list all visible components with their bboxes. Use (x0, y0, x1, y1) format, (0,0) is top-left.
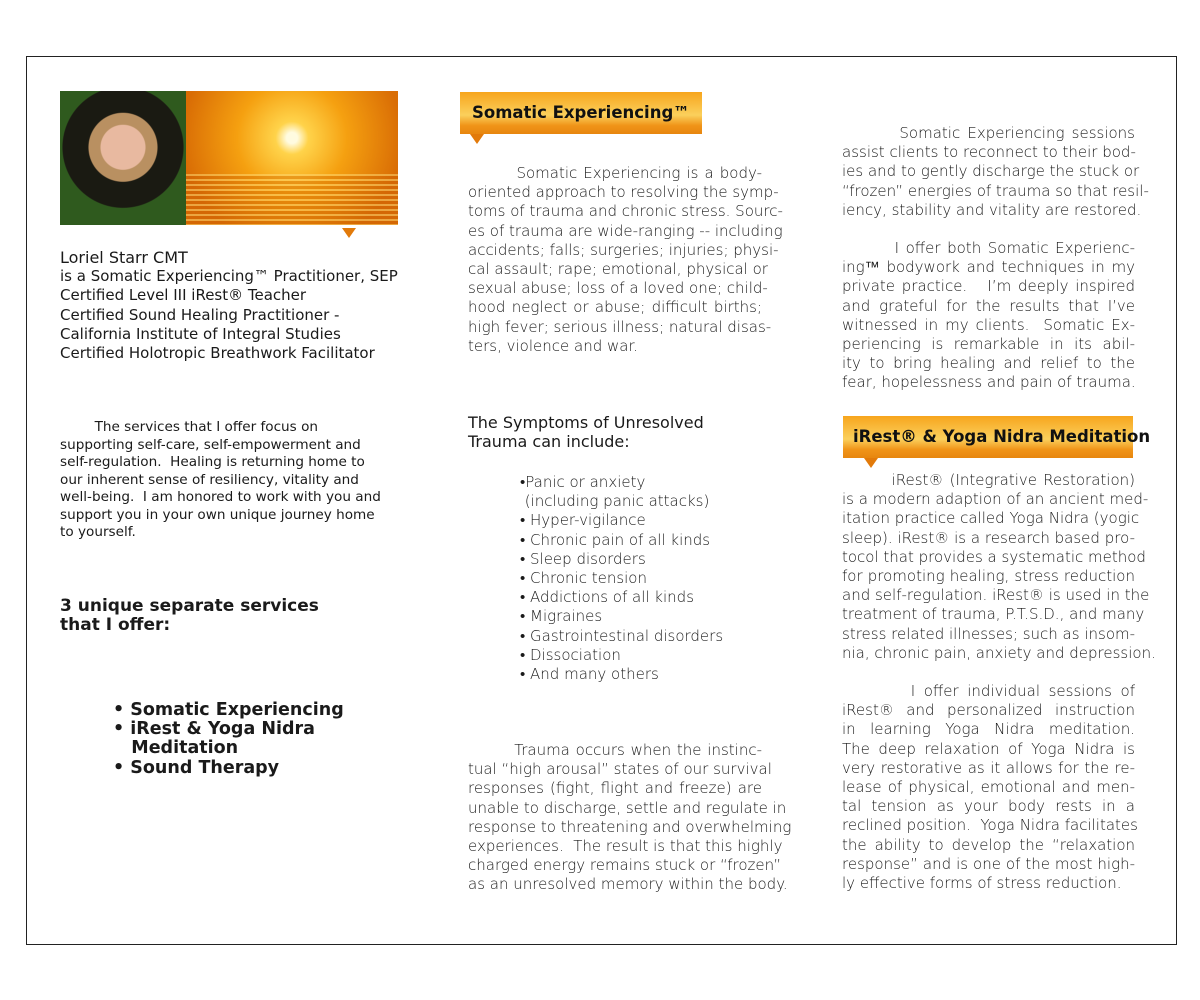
text-line: toms of trauma and chronic stress. Sourc- (468, 202, 783, 221)
practitioner-name: Loriel Starr CMT (60, 248, 188, 267)
text-line: responses (fight, flight and freeze) are (468, 779, 762, 798)
intro-paragraph (60, 419, 380, 542)
text-line: well-being. I am honored to work with you and (60, 489, 381, 505)
text-line: “frozen” energies of trauma so that resil- (842, 181, 1149, 200)
text-line: Certified Holotropic Breathwork Facilitator (60, 343, 375, 362)
text-line: hood neglect or abuse; difficult births; (468, 298, 762, 317)
text-line: • Somatic Experiencing (113, 700, 344, 720)
text-line: response to threatening and overwhelming (468, 817, 792, 836)
text-line: • Sleep disorders (520, 549, 646, 568)
pointer-triangle-icon (342, 228, 356, 238)
sunset-image (186, 91, 398, 225)
text-line: as an unresolved memory within the body. (468, 875, 788, 894)
text-line: • Sound Therapy (113, 757, 280, 778)
text-line: oriented approach to resolving the symp- (468, 183, 779, 202)
text-line: charged energy remains stuck or “frozen” (468, 856, 782, 875)
text-line: The services that I offer focus on (60, 419, 319, 435)
text-line: • Chronic tension (520, 568, 647, 587)
text-line: sexual abuse; loss of a loved one; child- (468, 279, 768, 298)
text-line: 3 unique separate services (60, 596, 319, 616)
irest-paragraph (842, 471, 1156, 663)
text-line: self-regulation. Healing is returning home to (60, 454, 365, 470)
text-line: fear, hopelessness and pain of trauma. (842, 373, 1136, 392)
sessions-paragraph (842, 124, 1149, 220)
text-line: ing™ bodywork and techniques in my (842, 258, 1135, 277)
text-line: • Gastrointestinal disorders (520, 626, 724, 645)
text-line: sleep). iRest® is a research based pro- (842, 528, 1135, 547)
text-line: treatment of trauma, P.T.S.D., and many (842, 605, 1145, 624)
text-line: es of trauma are wide-ranging -- including (468, 221, 783, 240)
text-line: and self-regulation. iRest® is used in the (842, 586, 1150, 605)
text-line: our inherent sense of resiliency, vitality and (60, 471, 359, 488)
text-line: Certified Level III iRest® Teacher (60, 286, 307, 305)
text-line: stress related illnesses; such as insom- (842, 624, 1136, 643)
text-line: periencing is remarkable in its abil- (842, 334, 1135, 353)
text-line: cal assault; rape; emotional, physical or (468, 259, 768, 278)
text-line: is a modern adaption of an ancient med- (842, 490, 1149, 509)
text-line: Somatic Experiencing is a body- (468, 164, 762, 182)
text-line: experiences. The result is that this highly (468, 836, 783, 855)
text-line: (including panic attacks) (520, 492, 710, 511)
text-line: The Symptoms of Unresolved (468, 413, 704, 432)
text-line: Meditation (113, 738, 239, 759)
text-line: reclined position. Yoga Nidra facilitates (842, 816, 1138, 835)
portrait-photo (60, 91, 186, 225)
text-line: and grateful for the results that I’ve (842, 296, 1135, 315)
text-line: that I offer: (60, 615, 171, 636)
text-line: in learning Yoga Nidra meditation. (842, 720, 1135, 739)
text-line: is a Somatic Experiencing™ Practitioner, SEP (60, 267, 398, 286)
text-line: ity to bring healing and relief to the (842, 354, 1135, 373)
credentials-list (60, 267, 400, 363)
text-line: Trauma can include: (468, 432, 630, 452)
irest-banner: iRest® & Yoga Nidra Meditation (843, 416, 1133, 458)
text-line: the ability to develop the “relaxation (842, 835, 1135, 854)
text-line: private practice. I’m deeply inspired (842, 277, 1135, 296)
text-line: witnessed in my clients. Somatic Ex- (842, 315, 1135, 334)
text-line: • Hyper-vigilance (520, 511, 646, 530)
text-line: unable to discharge, settle and regulate in (468, 798, 787, 817)
text-line: •Panic or anxiety (520, 473, 646, 491)
text-line: • Addictions of all kinds (520, 588, 695, 607)
yoga-nidra-paragraph (842, 682, 1138, 893)
text-line: lease of physical, emotional and men- (842, 777, 1135, 796)
text-line: iRest® and personalized instruction (842, 701, 1135, 720)
symptoms-heading (468, 413, 704, 451)
text-line: to yourself. (60, 524, 136, 540)
text-line: • Chronic pain of all kinds (520, 530, 711, 549)
text-line: California Institute of Integral Studies (60, 324, 341, 343)
symptoms-list (520, 473, 723, 684)
text-line: • iRest & Yoga Nidra (113, 719, 315, 740)
pointer-triangle-icon (864, 458, 878, 468)
text-line: assist clients to reconnect to their bod- (842, 143, 1136, 162)
text-line: accidents; falls; surgeries; injuries; physi- (468, 240, 779, 259)
text-line: ies and to gently discharge the stuck or (842, 162, 1140, 181)
text-line: Trauma occurs when the instinc- (468, 741, 762, 759)
text-line: very restorative as it allows for the re- (842, 758, 1135, 777)
services-list (113, 699, 344, 776)
text-line: • Migraines (520, 607, 603, 626)
practice-paragraph (842, 239, 1135, 393)
text-line: Certified Sound Healing Practitioner - (60, 305, 340, 324)
text-line: ters, violence and war. (468, 336, 639, 355)
text-line: • Dissociation (520, 645, 621, 664)
text-line: tual “high arousal” states of our survival (468, 760, 772, 779)
text-line: nia, chronic pain, anxiety and depression. (842, 643, 1156, 662)
text-line: I offer both Somatic Experienc- (842, 239, 1135, 257)
text-line: itation practice called Yoga Nidra (yogic (842, 509, 1140, 528)
text-line: I offer individual sessions of (842, 682, 1135, 700)
trauma-paragraph (468, 741, 792, 895)
text-line: The deep relaxation of Yoga Nidra is (842, 739, 1135, 758)
text-line: iRest® (Integrative Restoration) (842, 471, 1135, 489)
text-line: • And many others (520, 664, 659, 683)
text-line: support you in your own unique journey home (60, 506, 375, 523)
services-heading (60, 596, 319, 634)
somatic-intro-paragraph (468, 164, 783, 356)
text-line: tocol that provides a systematic method (842, 547, 1146, 566)
bio (60, 248, 400, 363)
text-line: Somatic Experiencing sessions (842, 124, 1135, 142)
text-line: ly effective forms of stress reduction. (842, 873, 1122, 892)
text-line: high fever; serious illness; natural disas- (468, 317, 772, 336)
pointer-triangle-icon (470, 134, 484, 144)
text-line: response” and is one of the most high- (842, 854, 1135, 873)
text-line: iency, stability and vitality are restored. (842, 200, 1142, 219)
text-line: tal tension as your body rests in a (842, 797, 1135, 816)
somatic-experiencing-banner: Somatic Experiencing™ (460, 92, 702, 134)
text-line: for promoting healing, stress reduction (842, 566, 1135, 585)
text-line: supporting self-care, self-empowerment and (60, 436, 361, 453)
